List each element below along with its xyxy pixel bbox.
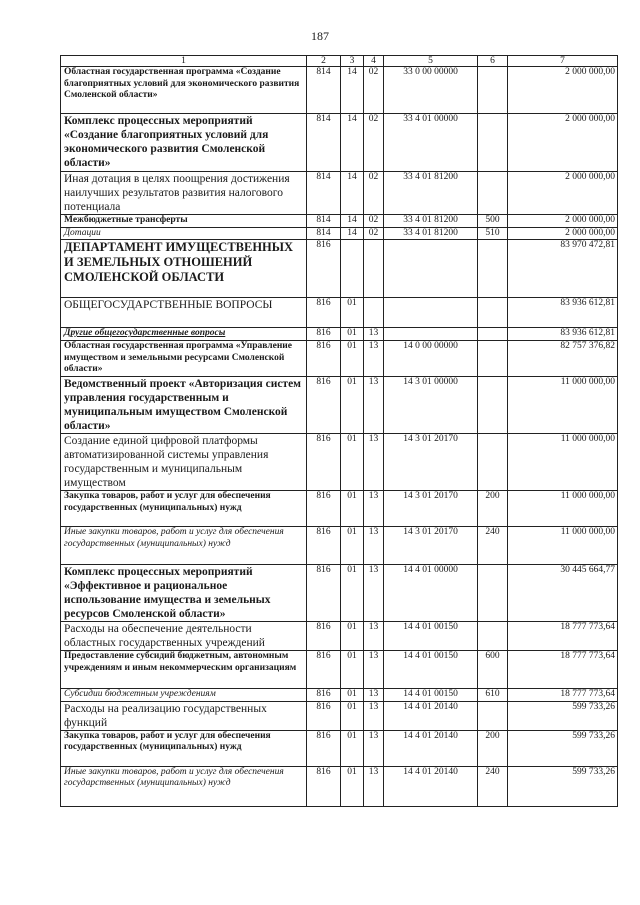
row-amount: 83 936 612,81 (508, 328, 618, 341)
row-subsection: 02 (364, 215, 384, 228)
row-subsection: 02 (364, 227, 384, 240)
row-expense-type (478, 622, 508, 651)
row-ministry-code: 816 (307, 730, 341, 766)
row-target-article (384, 328, 478, 341)
row-amount: 2 000 000,00 (508, 172, 618, 215)
row-target-article: 14 4 01 00000 (384, 565, 478, 622)
row-expense-type: 500 (478, 215, 508, 228)
table-row (61, 298, 618, 328)
row-ministry-code: 816 (307, 689, 341, 702)
row-expense-type: 200 (478, 491, 508, 527)
row-amount: 82 757 376,82 (508, 341, 618, 377)
row-ministry-code: 816 (307, 434, 341, 491)
row-amount: 83 936 612,81 (508, 298, 618, 328)
row-target-article: 14 4 01 00150 (384, 689, 478, 702)
row-ministry-code: 816 (307, 328, 341, 341)
row-name: Иные закупки товаров, работ и услуг для обеспечения государственных (муниципальных) нужд (61, 527, 307, 565)
row-ministry-code: 816 (307, 701, 341, 730)
table-row (61, 377, 618, 434)
row-expense-type (478, 172, 508, 215)
table-row (61, 622, 618, 651)
row-expense-type (478, 434, 508, 491)
row-section: 01 (341, 766, 364, 806)
row-ministry-code: 816 (307, 565, 341, 622)
table-row (61, 215, 618, 228)
row-section: 01 (341, 341, 364, 377)
header-col-7: 7 (508, 56, 618, 67)
row-target-article (384, 298, 478, 328)
row-target-article: 33 4 01 81200 (384, 172, 478, 215)
header-col-1: 1 (61, 56, 307, 67)
row-subsection: 13 (364, 730, 384, 766)
table-row (61, 730, 618, 766)
row-section: 01 (341, 651, 364, 689)
row-subsection: 02 (364, 172, 384, 215)
row-target-article: 14 4 01 20140 (384, 701, 478, 730)
table-row (61, 565, 618, 622)
page-number: 187 (311, 29, 329, 43)
row-name: Иная дотация в целях поощрения достижения наилучших результатов развития налогового потенциала (61, 172, 307, 215)
row-amount: 2 000 000,00 (508, 67, 618, 114)
row-expense-type (478, 701, 508, 730)
row-section: 14 (341, 172, 364, 215)
table-row (61, 67, 618, 114)
row-subsection (364, 240, 384, 298)
header-col-3: 3 (341, 56, 364, 67)
row-section: 01 (341, 622, 364, 651)
row-subsection: 13 (364, 689, 384, 702)
row-name: Предоставление субсидий бюджетным, автономным учреждениям и иным некоммерческим организациям (61, 651, 307, 689)
row-ministry-code: 816 (307, 527, 341, 565)
row-expense-type (478, 377, 508, 434)
table-row (61, 527, 618, 565)
header-col-5: 5 (384, 56, 478, 67)
row-target-article: 14 4 01 00150 (384, 622, 478, 651)
row-ministry-code: 816 (307, 651, 341, 689)
row-target-article: 14 3 01 00000 (384, 377, 478, 434)
row-subsection: 13 (364, 651, 384, 689)
row-target-article: 33 4 01 81200 (384, 227, 478, 240)
row-name: Создание единой цифровой платформы автоматизированной системы управления государственным и муниципальным имуществом (61, 434, 307, 491)
row-expense-type (478, 114, 508, 172)
row-name: Дотации (61, 227, 307, 240)
budget-table (60, 55, 618, 807)
row-name: Расходы на обеспечение деятельности областных государственных учреждений (61, 622, 307, 651)
row-amount: 18 777 773,64 (508, 622, 618, 651)
row-section: 14 (341, 227, 364, 240)
row-section: 01 (341, 491, 364, 527)
row-name: ОБЩЕГОСУДАРСТВЕННЫЕ ВОПРОСЫ (61, 298, 307, 328)
row-amount: 2 000 000,00 (508, 114, 618, 172)
row-subsection: 13 (364, 766, 384, 806)
row-name: Комплекс процессных мероприятий «Создание благоприятных условий для экономического развития Смоленской области» (61, 114, 307, 172)
row-amount: 18 777 773,64 (508, 651, 618, 689)
row-ministry-code: 816 (307, 622, 341, 651)
row-target-article: 14 4 01 20140 (384, 766, 478, 806)
row-name: Областная государственная программа «Создание благоприятных условий для экономического развития Смоленской области» (61, 67, 307, 114)
row-expense-type: 240 (478, 766, 508, 806)
row-expense-type: 510 (478, 227, 508, 240)
row-section: 01 (341, 298, 364, 328)
row-subsection: 02 (364, 114, 384, 172)
row-name: Другие общегосударственные вопросы (61, 328, 307, 341)
row-ministry-code: 814 (307, 114, 341, 172)
row-subsection: 02 (364, 67, 384, 114)
row-section: 14 (341, 67, 364, 114)
row-amount: 11 000 000,00 (508, 527, 618, 565)
row-ministry-code: 816 (307, 298, 341, 328)
row-section: 01 (341, 565, 364, 622)
row-target-article: 33 4 01 81200 (384, 215, 478, 228)
row-target-article: 14 4 01 00150 (384, 651, 478, 689)
row-section: 01 (341, 328, 364, 341)
row-target-article (384, 240, 478, 298)
row-subsection: 13 (364, 328, 384, 341)
table-body (61, 67, 618, 807)
row-amount: 599 733,26 (508, 701, 618, 730)
header-col-4: 4 (364, 56, 384, 67)
table-row (61, 434, 618, 491)
row-name: Комплекс процессных мероприятий «Эффективное и рациональное использование имущества и земельных ресурсов Смоленской области» (61, 565, 307, 622)
row-section: 01 (341, 701, 364, 730)
row-ministry-code: 814 (307, 172, 341, 215)
row-subsection: 13 (364, 701, 384, 730)
row-name: Иные закупки товаров, работ и услуг для обеспечения государственных (муниципальных) нужд (61, 766, 307, 806)
row-subsection (364, 298, 384, 328)
row-target-article: 14 3 01 20170 (384, 491, 478, 527)
row-section: 01 (341, 434, 364, 491)
table-row (61, 240, 618, 298)
header-col-6: 6 (478, 56, 508, 67)
row-ministry-code: 816 (307, 341, 341, 377)
row-expense-type: 600 (478, 651, 508, 689)
row-amount: 11 000 000,00 (508, 377, 618, 434)
row-target-article: 14 4 01 20140 (384, 730, 478, 766)
row-ministry-code: 814 (307, 67, 341, 114)
row-amount: 30 445 664,77 (508, 565, 618, 622)
row-expense-type: 610 (478, 689, 508, 702)
row-amount: 2 000 000,00 (508, 215, 618, 228)
row-name: Закупка товаров, работ и услуг для обеспечения государственных (муниципальных) нужд (61, 491, 307, 527)
row-section: 01 (341, 730, 364, 766)
row-subsection: 13 (364, 341, 384, 377)
table-row (61, 491, 618, 527)
table-row (61, 689, 618, 702)
row-amount: 83 970 472,81 (508, 240, 618, 298)
row-expense-type (478, 240, 508, 298)
row-section: 01 (341, 377, 364, 434)
row-expense-type (478, 341, 508, 377)
table-row (61, 172, 618, 215)
row-section: 01 (341, 527, 364, 565)
row-subsection: 13 (364, 377, 384, 434)
row-target-article: 14 3 01 20170 (384, 527, 478, 565)
row-target-article: 33 4 01 00000 (384, 114, 478, 172)
table-row (61, 328, 618, 341)
row-ministry-code: 814 (307, 215, 341, 228)
row-target-article: 14 0 00 00000 (384, 341, 478, 377)
row-section: 14 (341, 215, 364, 228)
row-subsection: 13 (364, 491, 384, 527)
row-ministry-code: 816 (307, 377, 341, 434)
row-expense-type (478, 328, 508, 341)
row-subsection: 13 (364, 527, 384, 565)
row-expense-type: 240 (478, 527, 508, 565)
row-ministry-code: 816 (307, 491, 341, 527)
row-section: 01 (341, 689, 364, 702)
row-amount: 11 000 000,00 (508, 434, 618, 491)
table-row (61, 701, 618, 730)
row-amount: 18 777 773,64 (508, 689, 618, 702)
row-amount: 2 000 000,00 (508, 227, 618, 240)
table-row (61, 114, 618, 172)
table-row (61, 341, 618, 377)
row-name: Межбюджетные трансферты (61, 215, 307, 228)
row-name: Закупка товаров, работ и услуг для обеспечения государственных (муниципальных) нужд (61, 730, 307, 766)
row-expense-type (478, 67, 508, 114)
row-ministry-code: 816 (307, 240, 341, 298)
row-name: Расходы на реализацию государственных функций (61, 701, 307, 730)
row-subsection: 13 (364, 622, 384, 651)
row-name: Субсидии бюджетным учреждениям (61, 689, 307, 702)
row-expense-type: 200 (478, 730, 508, 766)
row-expense-type (478, 298, 508, 328)
row-name: Ведомственный проект «Авторизация систем управления государственным и муниципальным имуществом Смоленской области» (61, 377, 307, 434)
header-row (61, 56, 618, 67)
table-row (61, 766, 618, 806)
row-target-article: 33 0 00 00000 (384, 67, 478, 114)
row-subsection: 13 (364, 565, 384, 622)
row-ministry-code: 814 (307, 227, 341, 240)
table-row (61, 227, 618, 240)
row-section: 14 (341, 114, 364, 172)
header-col-2: 2 (307, 56, 341, 67)
row-subsection: 13 (364, 434, 384, 491)
row-ministry-code: 816 (307, 766, 341, 806)
row-expense-type (478, 565, 508, 622)
row-name: ДЕПАРТАМЕНТ ИМУЩЕСТВЕННЫХ И ЗЕМЕЛЬНЫХ ОТНОШЕНИЙ СМОЛЕНСКОЙ ОБЛАСТИ (61, 240, 307, 298)
table-row (61, 651, 618, 689)
row-name: Областная государственная программа «Управление имуществом и земельными ресурсами Смоленской области» (61, 341, 307, 377)
row-amount: 599 733,26 (508, 766, 618, 806)
row-target-article: 14 3 01 20170 (384, 434, 478, 491)
row-amount: 11 000 000,00 (508, 491, 618, 527)
row-section (341, 240, 364, 298)
row-amount: 599 733,26 (508, 730, 618, 766)
